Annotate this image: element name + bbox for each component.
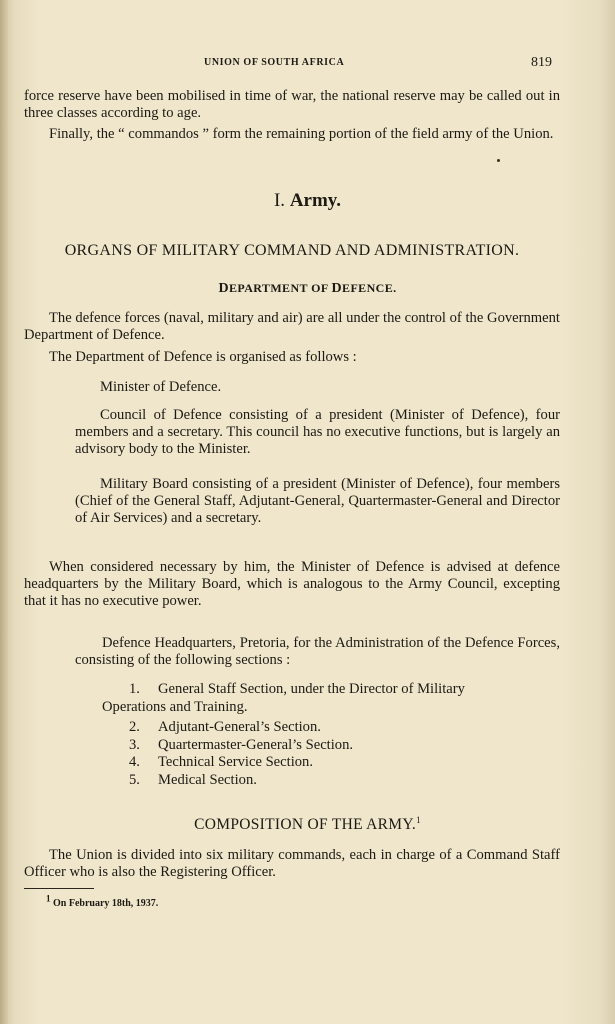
footnote-rule: [24, 888, 94, 889]
list-item-text: Medical Section.: [158, 771, 257, 788]
paragraph-dept-organised: The Department of Defence is organised as follows :: [49, 349, 357, 365]
list-item-number: 3.: [129, 736, 140, 753]
paragraph-intro-1: force reserve have been mobilised in time of war, the national reserve may be called out in three classes according to age.: [24, 88, 560, 121]
page-binding-edge: [0, 0, 8, 1024]
paragraph-union-commands: The Union is divided into six military commands, each in charge of a Command Staff Officer who is also the Registering Officer.: [24, 847, 560, 880]
paragraph-minister: Minister of Defence.: [100, 379, 222, 395]
list-item-number: 4.: [129, 754, 140, 770]
list-item: [102, 719, 562, 737]
list-item-text: Quartermaster-General’s Section.: [158, 736, 354, 753]
paragraph-when-considered: When considered necessary by him, the Minister of Defence is advised at defence headquarters by the Military Board, which is analogous to the Army Council, excepting that it has no executive power.: [24, 559, 560, 609]
footnote: [46, 893, 159, 909]
list-item-number: 2.: [129, 719, 140, 735]
list-item-text: Operations and Training.: [102, 698, 248, 715]
paragraph-defence-headquarters: Defence Headquarters, Pretoria, for the Administration of the Defence Forces, consisting of the following sections :: [75, 635, 560, 668]
list-item: [102, 772, 562, 790]
paragraph-council: Council of Defence consisting of a president (Minister of Defence), four members and a secretary. This council has no executive functions, but is largely an advisory body to the Minister.: [75, 407, 560, 457]
list-item: [102, 737, 562, 755]
heading-army-title: Army.: [289, 190, 341, 211]
heading-army-number: I.: [273, 190, 286, 211]
heading-dept-part-1: EPARTMENT OF: [228, 281, 332, 295]
footnote-reference: 1: [416, 814, 421, 825]
running-head-title: UNION OF SOUTH AFRICA: [204, 57, 345, 68]
paragraph-military-board: Military Board consisting of a president (Minister of Defence), four members (Chief of the General Staff, Adjutant-General, Quartermaster-General and Director of Air Services) and a secretary.: [75, 476, 560, 526]
footnote-text: On February 18th, 1937.: [53, 898, 159, 909]
running-head: [0, 55, 615, 75]
page-number: 819: [531, 55, 552, 70]
footnote-marker: 1: [46, 893, 51, 904]
heading-dept-part-2: EFENCE.: [342, 281, 397, 295]
heading-department-of-defence: [0, 281, 615, 297]
sections-list: [102, 681, 562, 789]
list-item-number: 1.: [129, 681, 140, 697]
paper-speck: [497, 159, 500, 162]
heading-dept-initial-d2: D: [331, 281, 343, 296]
heading-dept-initial-d: D: [218, 281, 229, 296]
heading-composition-text: COMPOSITION OF THE ARMY.: [194, 816, 417, 833]
paragraph-defence-forces: The defence forces (naval, military and air) are all under the control of the Government Department of Defence.: [24, 310, 560, 343]
list-item-number: 5.: [129, 771, 140, 788]
paragraph-intro-2: Finally, the “ commandos ” form the remaining portion of the field army of the Union.: [49, 126, 554, 142]
heading-composition: [0, 816, 615, 834]
heading-organs: ORGANS OF MILITARY COMMAND AND ADMINISTRATION.: [64, 242, 520, 259]
list-item-text: General Staff Section, under the Director of Military: [158, 681, 465, 697]
list-item: [102, 681, 562, 699]
list-item: [102, 754, 562, 772]
list-item-text: Technical Service Section.: [158, 754, 313, 770]
list-item-text: Adjutant-General’s Section.: [158, 719, 321, 735]
list-item: [102, 699, 562, 717]
heading-army: [0, 190, 615, 212]
